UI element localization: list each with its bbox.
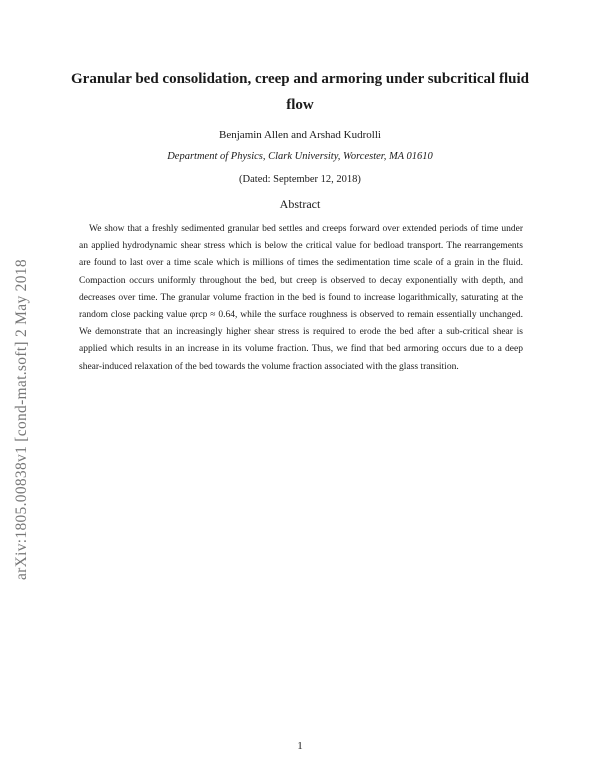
- paper-date: (Dated: September 12, 2018): [239, 174, 361, 185]
- paper-affiliation: Department of Physics, Clark University, Worcester, MA 01610: [167, 151, 433, 162]
- paper-authors: Benjamin Allen and Arshad Kudrolli: [219, 129, 381, 141]
- abstract-heading: Abstract: [279, 197, 321, 211]
- page-number: 1: [297, 740, 303, 752]
- arxiv-identifier: arXiv:1805.00838v1 [cond-mat.soft] 2 May 2018: [13, 259, 30, 580]
- abstract-body: We show that a freshly sedimented granular bed settles and creeps forward over extended periods of time under an applied hydrodynamic shear stress which is below the critical value for bedload transport. The rearrangements are found to last over a time scale which is millions of times the sedimentation time scale of a grain in the fluid. Compaction occurs uniformly throughout the bed, but creep is observed to decay exponentially with depth, and decreases over time. The granular volume fraction in the bed is found to increase logarithmically, saturating at the random close packing value φrcp ≈ 0.64, while the surface roughness is observed to remain essentially unchanged. We demonstrate that an increasingly higher shear stress is required to erode the bed after a sub-critical shear is applied which results in an increase in its volume fraction. Thus, we find that bed armoring occurs due to a deep shear-induced relaxation of the bed towards the volume fraction associated with the glass transition.: [79, 224, 523, 372]
- paper-title: Granular bed consolidation, creep and armoring under subcritical fluid flow: [71, 71, 529, 113]
